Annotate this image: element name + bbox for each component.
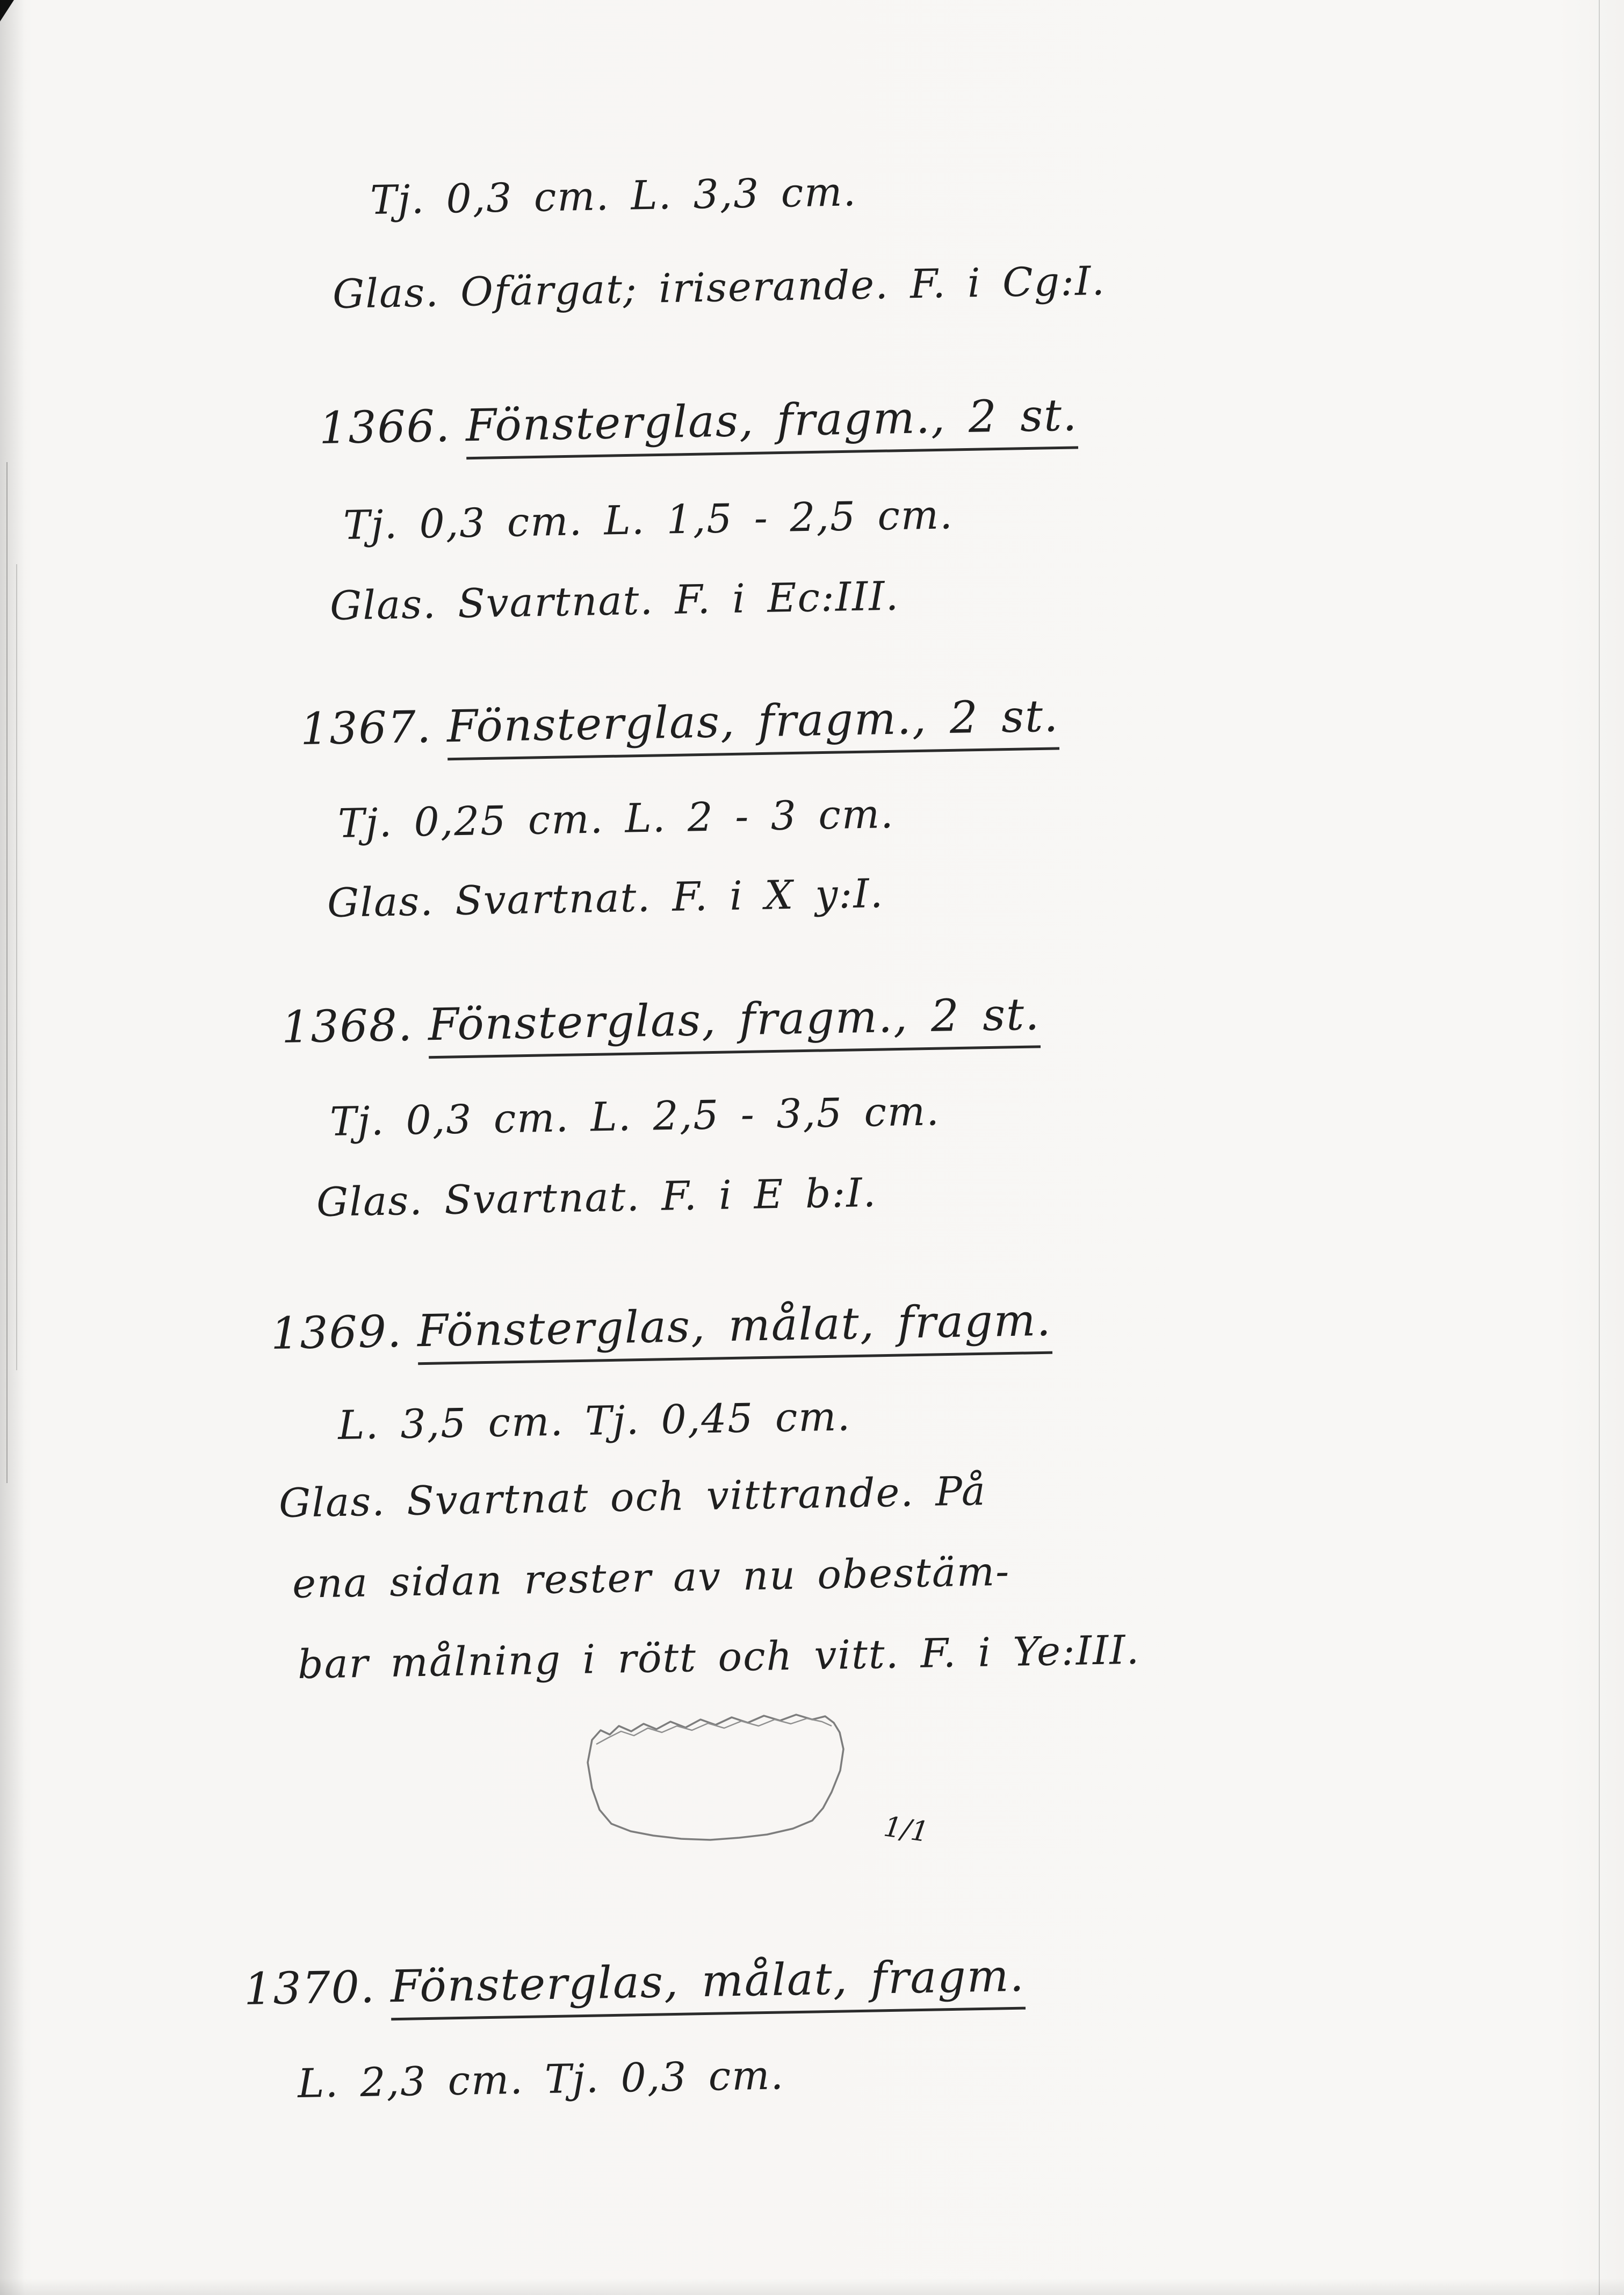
entry-1369-description-line-1: Glas. Svartnat och vittrande. På [278, 1468, 987, 1527]
entry-1369-description-line-2: ena sidan rester av nu obestäm- [292, 1548, 1011, 1607]
entry-1367-number: 1367. [300, 701, 432, 755]
entry-1369-dimensions: L. 3,5 cm. Tj. 0,45 cm. [337, 1393, 851, 1449]
entry-1367-heading [300, 690, 1059, 755]
continuation-measurements-line: Tj. 0,3 cm. L. 3,3 cm. [370, 169, 857, 224]
book-edge-line [6, 462, 8, 1483]
entry-1369-title: Fönsterglas, målat, fragm. [417, 1295, 1052, 1365]
entry-1369-description-line-3: bar målning i rött och vitt. F. i Ye:III. [297, 1627, 1141, 1688]
entry-1369-heading [270, 1295, 1052, 1359]
entry-1366-heading [319, 390, 1078, 454]
entry-1366-title: Fönsterglas, fragm., 2 st. [465, 390, 1078, 459]
entry-1370-dimensions: L. 2,3 cm. Tj. 0,3 cm. [297, 2052, 785, 2107]
glass-fragment-sketch [580, 1698, 892, 1870]
sketch-scale-label: 1/1 [882, 1810, 931, 1849]
entry-1368-heading [281, 989, 1041, 1053]
page-left-edge [0, 0, 25, 2295]
entry-1368-description: Glas. Svartnat. F. i E b:I. [316, 1169, 877, 1226]
entry-1369-number: 1369. [270, 1306, 403, 1359]
entry-1366-dimensions: Tj. 0,3 cm. L. 1,5 - 2,5 cm. [343, 492, 954, 549]
entry-1368-dimensions: Tj. 0,3 cm. L. 2,5 - 3,5 cm. [329, 1088, 941, 1145]
entry-1367-description: Glas. Svartnat. F. i X y:I. [327, 870, 884, 926]
entry-1370-heading [243, 1951, 1025, 2015]
entry-1366-description: Glas. Svartnat. F. i Ec:III. [329, 573, 900, 629]
entry-1367-dimensions: Tj. 0,25 cm. L. 2 - 3 cm. [337, 790, 895, 847]
continuation-description-line: Glas. Ofärgat; iriserande. F. i Cg:I. [332, 257, 1106, 318]
entry-1370-number: 1370. [243, 1961, 376, 2015]
page-right-edge [1599, 0, 1600, 2295]
entry-1366-number: 1366. [319, 400, 451, 454]
entry-1368-title: Fönsterglas, fragm., 2 st. [428, 989, 1041, 1059]
page-bottom-shadow [0, 2278, 1624, 2295]
book-edge-line [16, 564, 17, 1370]
entry-1367-title: Fönsterglas, fragm., 2 st. [446, 690, 1059, 760]
entry-1370-title: Fönsterglas, målat, fragm. [390, 1951, 1026, 2021]
entry-1368-number: 1368. [281, 999, 414, 1053]
